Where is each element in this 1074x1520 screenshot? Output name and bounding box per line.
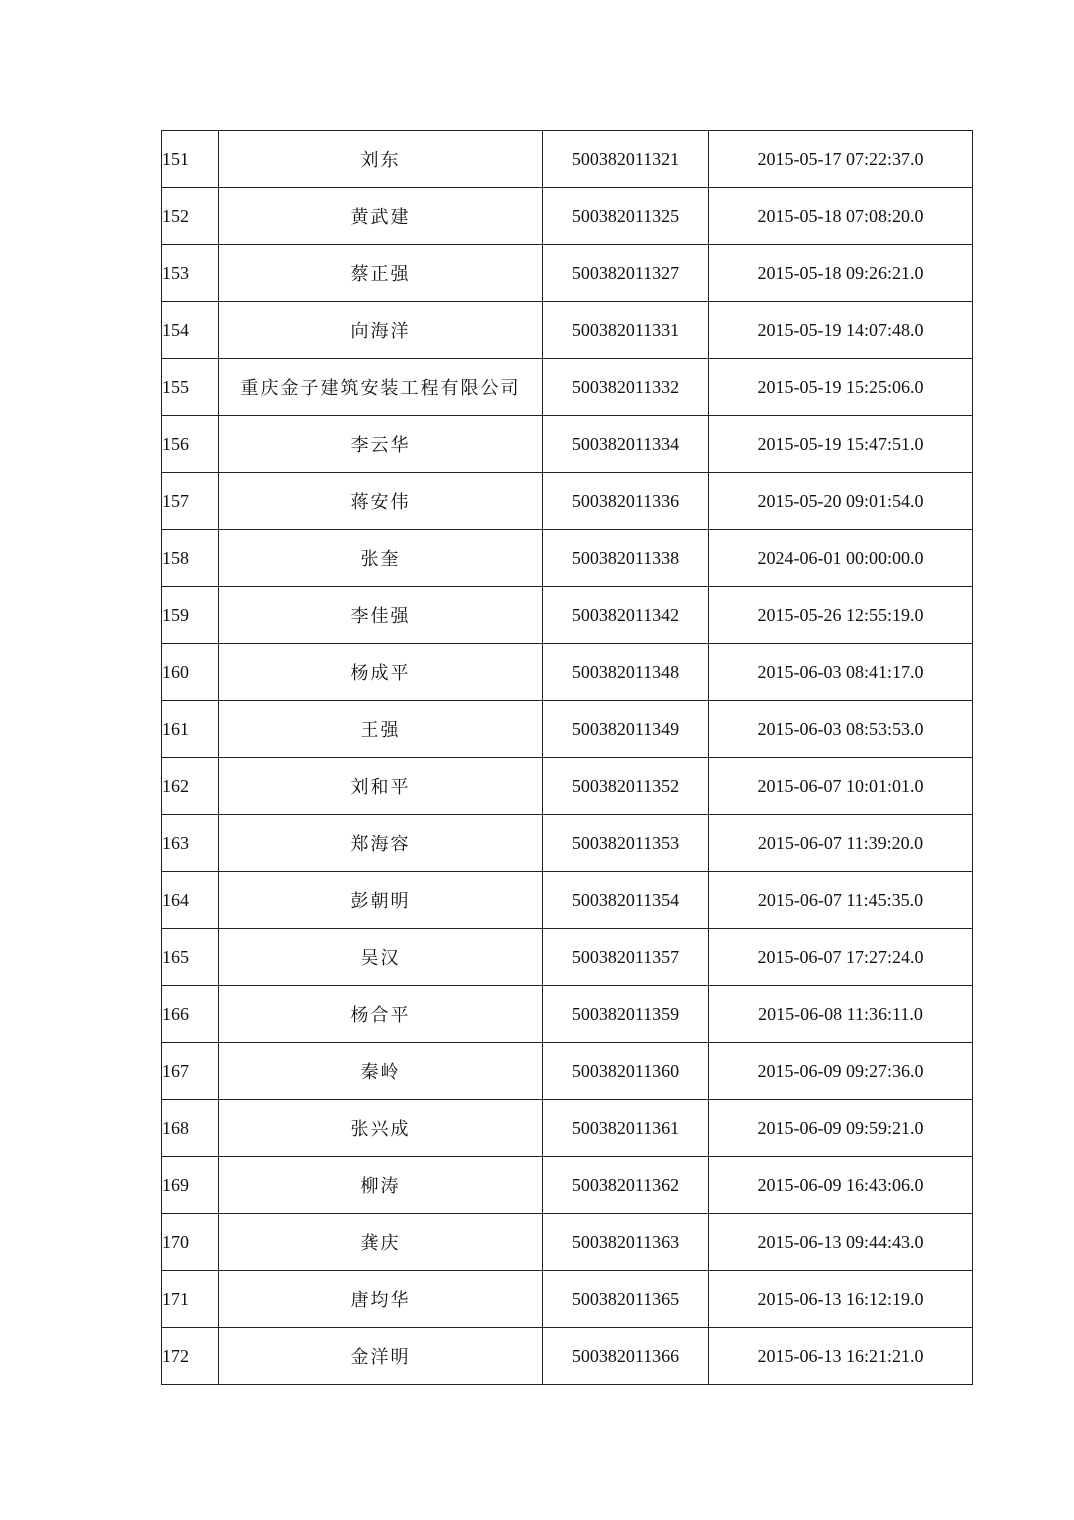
row-number-cell: 167	[162, 1043, 219, 1100]
name-cell: 龚庆	[219, 1214, 543, 1271]
timestamp-cell: 2015-05-17 07:22:37.0	[709, 131, 973, 188]
timestamp-cell: 2015-06-08 11:36:11.0	[709, 986, 973, 1043]
table-row	[162, 1214, 973, 1271]
name-cell: 王强	[219, 701, 543, 758]
code-cell: 500382011363	[543, 1214, 709, 1271]
row-number-cell: 152	[162, 188, 219, 245]
name-cell: 张兴成	[219, 1100, 543, 1157]
code-cell: 500382011321	[543, 131, 709, 188]
row-number-cell: 162	[162, 758, 219, 815]
timestamp-cell: 2015-06-13 16:12:19.0	[709, 1271, 973, 1328]
code-cell: 500382011366	[543, 1328, 709, 1385]
timestamp-cell: 2015-06-07 10:01:01.0	[709, 758, 973, 815]
code-cell: 500382011365	[543, 1271, 709, 1328]
code-cell: 500382011332	[543, 359, 709, 416]
name-cell: 杨合平	[219, 986, 543, 1043]
row-number-cell: 157	[162, 473, 219, 530]
table-row	[162, 416, 973, 473]
code-cell: 500382011362	[543, 1157, 709, 1214]
table-row	[162, 530, 973, 587]
name-cell: 蒋安伟	[219, 473, 543, 530]
timestamp-cell: 2015-05-18 07:08:20.0	[709, 188, 973, 245]
table-row	[162, 302, 973, 359]
row-number-cell: 172	[162, 1328, 219, 1385]
timestamp-cell: 2015-06-03 08:53:53.0	[709, 701, 973, 758]
code-cell: 500382011354	[543, 872, 709, 929]
code-cell: 500382011325	[543, 188, 709, 245]
row-number-cell: 155	[162, 359, 219, 416]
code-cell: 500382011342	[543, 587, 709, 644]
row-number-cell: 166	[162, 986, 219, 1043]
code-cell: 500382011331	[543, 302, 709, 359]
row-number-cell: 164	[162, 872, 219, 929]
name-cell: 李佳强	[219, 587, 543, 644]
timestamp-cell: 2015-05-20 09:01:54.0	[709, 473, 973, 530]
name-cell: 向海洋	[219, 302, 543, 359]
code-cell: 500382011360	[543, 1043, 709, 1100]
table-row	[162, 872, 973, 929]
name-cell: 黄武建	[219, 188, 543, 245]
row-number-cell: 159	[162, 587, 219, 644]
timestamp-cell: 2015-05-26 12:55:19.0	[709, 587, 973, 644]
code-cell: 500382011327	[543, 245, 709, 302]
table-row	[162, 929, 973, 986]
code-cell: 500382011349	[543, 701, 709, 758]
timestamp-cell: 2015-06-07 11:45:35.0	[709, 872, 973, 929]
timestamp-cell: 2015-06-09 09:27:36.0	[709, 1043, 973, 1100]
name-cell: 郑海容	[219, 815, 543, 872]
table-row	[162, 245, 973, 302]
code-cell: 500382011336	[543, 473, 709, 530]
name-cell: 刘东	[219, 131, 543, 188]
timestamp-cell: 2015-06-03 08:41:17.0	[709, 644, 973, 701]
row-number-cell: 171	[162, 1271, 219, 1328]
row-number-cell: 156	[162, 416, 219, 473]
table-row	[162, 644, 973, 701]
table-row	[162, 1100, 973, 1157]
row-number-cell: 151	[162, 131, 219, 188]
table-row	[162, 359, 973, 416]
timestamp-cell: 2015-06-13 16:21:21.0	[709, 1328, 973, 1385]
timestamp-cell: 2024-06-01 00:00:00.0	[709, 530, 973, 587]
table-row	[162, 188, 973, 245]
name-cell: 唐均华	[219, 1271, 543, 1328]
table-row	[162, 701, 973, 758]
name-cell: 刘和平	[219, 758, 543, 815]
name-cell: 彭朝明	[219, 872, 543, 929]
table-row	[162, 815, 973, 872]
row-number-cell: 161	[162, 701, 219, 758]
name-cell: 秦岭	[219, 1043, 543, 1100]
name-cell: 柳涛	[219, 1157, 543, 1214]
name-cell: 杨成平	[219, 644, 543, 701]
table-row	[162, 1157, 973, 1214]
timestamp-cell: 2015-06-07 11:39:20.0	[709, 815, 973, 872]
name-cell: 蔡正强	[219, 245, 543, 302]
table-row	[162, 473, 973, 530]
timestamp-cell: 2015-06-07 17:27:24.0	[709, 929, 973, 986]
records-table-body	[162, 131, 973, 1385]
row-number-cell: 160	[162, 644, 219, 701]
table-row	[162, 587, 973, 644]
row-number-cell: 153	[162, 245, 219, 302]
table-row	[162, 1328, 973, 1385]
table-row	[162, 1271, 973, 1328]
code-cell: 500382011357	[543, 929, 709, 986]
name-cell: 张奎	[219, 530, 543, 587]
code-cell: 500382011352	[543, 758, 709, 815]
timestamp-cell: 2015-05-19 14:07:48.0	[709, 302, 973, 359]
table-row	[162, 1043, 973, 1100]
code-cell: 500382011348	[543, 644, 709, 701]
table-row	[162, 986, 973, 1043]
row-number-cell: 154	[162, 302, 219, 359]
timestamp-cell: 2015-06-13 09:44:43.0	[709, 1214, 973, 1271]
row-number-cell: 170	[162, 1214, 219, 1271]
timestamp-cell: 2015-06-09 09:59:21.0	[709, 1100, 973, 1157]
table-row	[162, 758, 973, 815]
row-number-cell: 169	[162, 1157, 219, 1214]
table-row	[162, 131, 973, 188]
records-table	[161, 130, 973, 1385]
name-cell: 重庆金子建筑安装工程有限公司	[219, 359, 543, 416]
timestamp-cell: 2015-05-19 15:47:51.0	[709, 416, 973, 473]
code-cell: 500382011353	[543, 815, 709, 872]
timestamp-cell: 2015-05-19 15:25:06.0	[709, 359, 973, 416]
code-cell: 500382011338	[543, 530, 709, 587]
code-cell: 500382011359	[543, 986, 709, 1043]
timestamp-cell: 2015-05-18 09:26:21.0	[709, 245, 973, 302]
name-cell: 吴汉	[219, 929, 543, 986]
row-number-cell: 168	[162, 1100, 219, 1157]
row-number-cell: 163	[162, 815, 219, 872]
code-cell: 500382011361	[543, 1100, 709, 1157]
row-number-cell: 165	[162, 929, 219, 986]
name-cell: 李云华	[219, 416, 543, 473]
code-cell: 500382011334	[543, 416, 709, 473]
row-number-cell: 158	[162, 530, 219, 587]
timestamp-cell: 2015-06-09 16:43:06.0	[709, 1157, 973, 1214]
name-cell: 金洋明	[219, 1328, 543, 1385]
